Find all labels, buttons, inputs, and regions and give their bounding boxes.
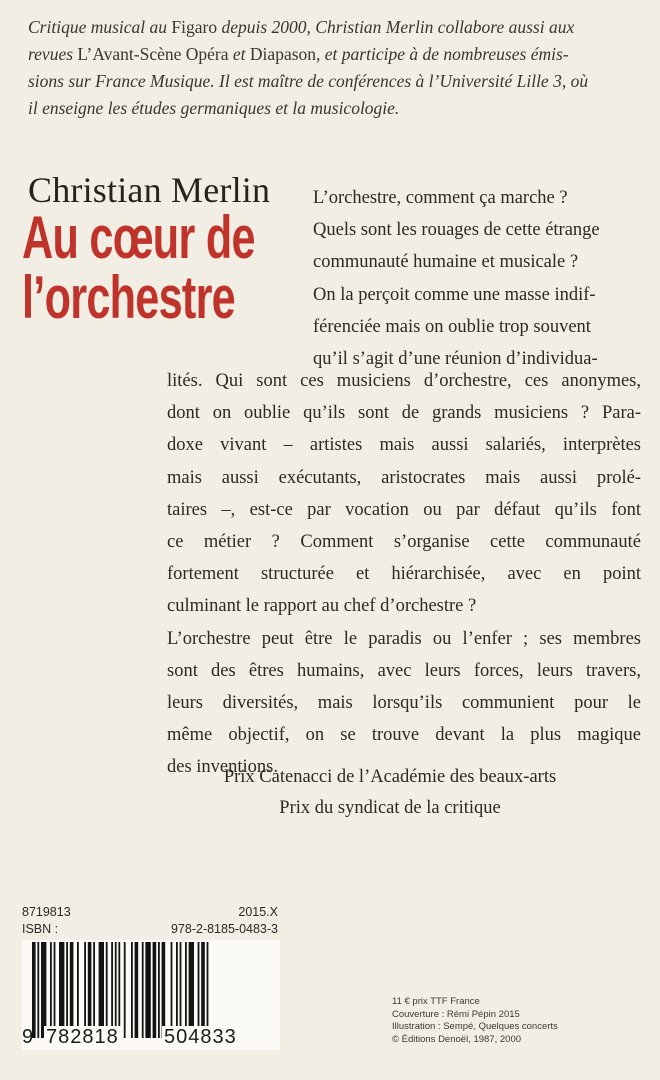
blurb-line: mais aussi exécutants, aristocrates mais aussi prolé- bbox=[167, 467, 641, 488]
barcode-bar bbox=[37, 942, 39, 1038]
barcode-digit-group: 504833 bbox=[164, 1026, 237, 1048]
book-title-line: l’orchestre bbox=[22, 264, 235, 331]
prize-line: Prix du syndicat de la critique bbox=[279, 798, 501, 818]
barcode-bar bbox=[106, 942, 108, 1038]
barcode-bar bbox=[70, 942, 74, 1038]
edition-code: 2015.X bbox=[238, 905, 278, 919]
barcode-bar bbox=[54, 942, 56, 1038]
barcode-digit-group: 782818 bbox=[46, 1026, 119, 1048]
blurb-line: On la perçoit comme une masse indif- bbox=[313, 284, 596, 305]
blurb-line: doxe vivant – artistes mais aussi salariés, interprètes bbox=[167, 435, 641, 456]
barcode bbox=[22, 940, 280, 1050]
barcode-bar bbox=[153, 942, 157, 1038]
barcode-bar bbox=[77, 942, 79, 1038]
barcode-bar bbox=[32, 942, 36, 1038]
barcode-bar bbox=[180, 942, 182, 1038]
barcode-bar bbox=[84, 942, 86, 1038]
barcode-bar bbox=[145, 942, 150, 1038]
bio-text: depuis 2000, Christian Merlin collabore aussi aux bbox=[217, 17, 575, 37]
isbn-block bbox=[22, 905, 278, 939]
bio-text: , et participe à de nombreuses émis- bbox=[316, 44, 569, 64]
barcode-bar bbox=[93, 942, 95, 1038]
barcode-bar bbox=[115, 942, 117, 1038]
author-name: Christian Merlin bbox=[28, 170, 271, 210]
barcode-bar bbox=[88, 942, 92, 1038]
book-title bbox=[22, 204, 255, 331]
barcode-bar bbox=[198, 942, 200, 1038]
blurb-line: fortement structurée et hiérarchisée, avec en point bbox=[167, 564, 641, 585]
barcode-bar bbox=[50, 942, 52, 1038]
bio-publication: Figaro bbox=[171, 17, 218, 37]
prize-line: Prix Catenacci de l’Académie des beaux-arts bbox=[223, 767, 557, 787]
blurb-line: L’orchestre, comment ça marche ? bbox=[313, 188, 568, 208]
bio-publication: L’Avant-Scène Opéra bbox=[77, 44, 229, 64]
barcode-bar bbox=[185, 942, 187, 1038]
blurb-line: leurs diversités, mais lorsqu’ils communient pour le bbox=[167, 693, 641, 714]
bio-text: et bbox=[228, 44, 250, 64]
blurb-line: dont on oublie qu’ils sont de grands musiciens ? Para- bbox=[167, 403, 641, 424]
barcode-bar bbox=[124, 942, 126, 1038]
barcode-bar bbox=[66, 942, 68, 1038]
barcode-bar bbox=[59, 942, 64, 1038]
isbn-label: ISBN : bbox=[22, 922, 59, 936]
barcode-bar bbox=[162, 942, 166, 1038]
price-line: 11 € prix TTF France bbox=[392, 996, 480, 1007]
barcode-bar bbox=[176, 942, 178, 1038]
bio-publication: France Musique bbox=[95, 71, 211, 91]
bio-publication: Diapason bbox=[249, 44, 317, 64]
barcode-bar bbox=[131, 942, 133, 1038]
barcode-digit-first: 9 bbox=[22, 1026, 35, 1048]
book-title-line: Au cœur de bbox=[22, 204, 255, 271]
barcode-bar bbox=[135, 942, 139, 1038]
cover-credit: Couverture : Rémi Pépin 2015 bbox=[392, 1008, 520, 1020]
barcode-bar bbox=[207, 942, 209, 1038]
bio-text: revues bbox=[28, 44, 78, 64]
illustration-credit: Illustration : Sempé, Quelques concerts bbox=[392, 1021, 558, 1032]
blurb-top bbox=[313, 182, 643, 375]
prizes bbox=[160, 762, 620, 824]
barcode-bar bbox=[41, 942, 46, 1038]
barcode-digits bbox=[22, 1026, 280, 1048]
bio-text: Critique musical au bbox=[28, 17, 172, 37]
credits bbox=[392, 996, 632, 1046]
barcode-bar bbox=[142, 942, 144, 1038]
blurb-main bbox=[167, 365, 641, 784]
blurb-line: culminant le rapport au chef d’orchestre ? bbox=[167, 596, 477, 617]
blurb-line: férenciée mais on oublie trop souvent bbox=[313, 316, 591, 337]
barcode-bar bbox=[171, 942, 173, 1038]
blurb-line: Quels sont les rouages de cette étrange bbox=[313, 220, 600, 241]
bio-text: . Il est maître de conférences à l’Université Lille 3, où bbox=[210, 71, 589, 91]
blurb-line: qu’il s’agit d’une réunion d’individua- bbox=[313, 349, 598, 370]
isbn-number: 978-2-8185-0483-3 bbox=[170, 922, 278, 936]
blurb-line: ce métier ? Comment s’organise cette communauté bbox=[167, 532, 641, 553]
author-bio bbox=[28, 14, 640, 122]
barcode-bar bbox=[158, 942, 160, 1038]
blurb-line: lités. Qui sont ces musiciens d’orchestre, ces anonymes, bbox=[167, 371, 641, 391]
blurb-line: L’orchestre peut être le paradis ou l’enfer ; ses membres bbox=[167, 628, 641, 649]
blurb-line: sont des êtres humains, avec leurs forces, leurs travers, bbox=[167, 660, 641, 681]
barcode-bar bbox=[99, 942, 104, 1038]
barcode-bars bbox=[32, 942, 270, 1038]
blurb-line: taires –, est-ce par vocation ou par défaut qu’ils font bbox=[167, 499, 641, 520]
bio-text: sions sur bbox=[28, 71, 96, 91]
blurb-line: communauté humaine et musicale ? bbox=[313, 252, 579, 273]
barcode-bar bbox=[118, 942, 120, 1038]
blurb-line: des inventions. bbox=[167, 757, 278, 778]
barcode-bar bbox=[189, 942, 194, 1038]
bio-text: il enseigne les études germaniques et la musicologie. bbox=[28, 98, 400, 118]
barcode-bar bbox=[201, 942, 205, 1038]
barcode-bar bbox=[111, 942, 113, 1038]
blurb-line: même objectif, on se trouve devant la plus magique bbox=[167, 725, 641, 746]
copyright: © Éditions Denoël, 1987, 2000 bbox=[392, 1033, 522, 1045]
product-code: 8719813 bbox=[22, 905, 71, 919]
